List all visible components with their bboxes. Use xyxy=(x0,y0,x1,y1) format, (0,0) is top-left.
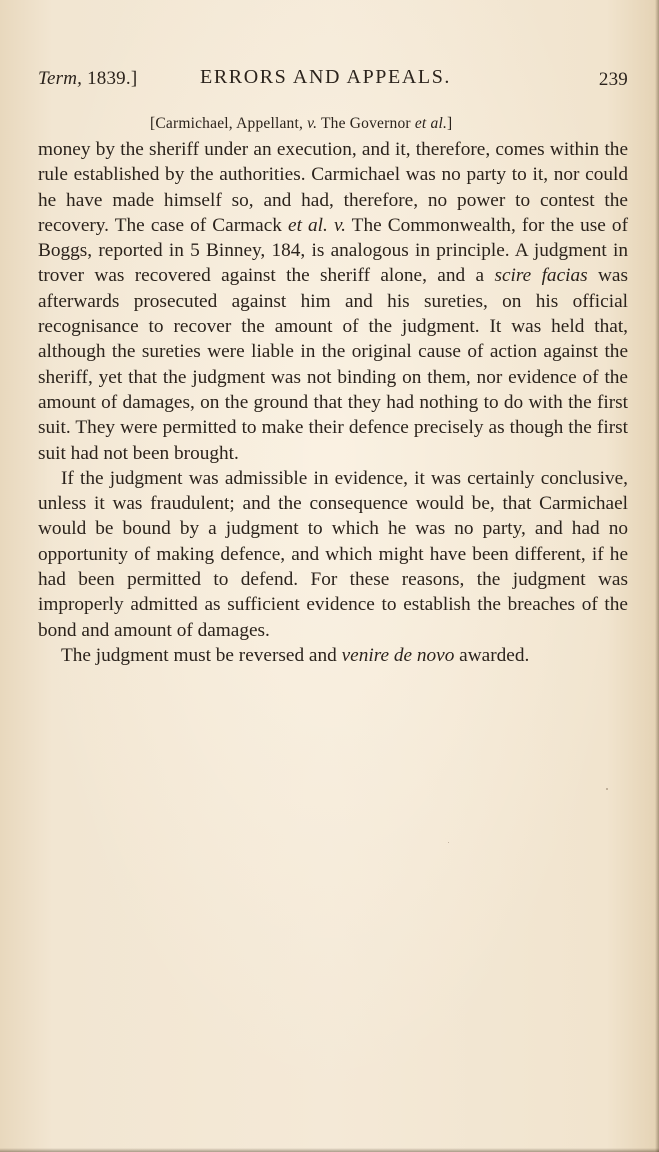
caption-et-al: et al. xyxy=(414,115,448,132)
caption-close: ] xyxy=(447,115,453,132)
paragraph-1 xyxy=(38,137,628,466)
page-edge-shadow-bottom xyxy=(0,1148,659,1152)
p1-italic-scire-facias: scire facias xyxy=(494,265,588,287)
caption-middle: The Governor xyxy=(317,115,415,132)
p1-italic-et-al: et al. v. xyxy=(288,214,346,236)
term-year: 1839.] xyxy=(82,68,138,89)
p3-text-a: The judgment must be reversed and xyxy=(61,644,342,666)
p3-text-b: awarded. xyxy=(454,644,530,666)
paper-speck xyxy=(606,788,608,790)
caption-open: [Carmichael, Appellant, xyxy=(150,115,308,132)
p1-text-a: money by the sheriff under an execution, and it, therefore, comes within the rule established by the authorities. Carmichael was no party to it, nor could he have made himself so, and had, therefore, no power to contest the recovery. The case of Carmack xyxy=(38,139,628,236)
case-caption xyxy=(150,115,452,133)
paragraph-3 xyxy=(38,643,628,668)
running-head-title: ERRORS AND APPEALS. xyxy=(200,66,452,88)
p3-italic-venire-de-novo: venire de novo xyxy=(341,644,455,666)
p1-text-c: was afterwards prosecuted against him and his sureties, on his official recognisance to recover the amount of the judgment. It was held that, although the sureties were liable in the original cause of action against the sheriff, yet that the judgment was not binding on them, nor evidence of the amount of damages, on the ground that they had nothing to do with the first suit. They were permitted to make their defence precisely as though the first suit had not been brought. xyxy=(38,265,628,464)
page-edge-shadow-right xyxy=(655,0,659,1152)
term-label: Term, xyxy=(38,68,83,89)
caption-v: v. xyxy=(307,115,318,132)
running-head-term xyxy=(38,68,137,90)
page-number: 239 xyxy=(598,69,628,90)
p1-text-b: The Commonwealth, for the use of Boggs, reported in 5 Binney, 184, is analogous in principle. A judgment in trover was recovered against the sheriff alone, and a xyxy=(38,214,628,287)
paper-speck xyxy=(448,842,449,843)
body-text xyxy=(38,137,628,668)
running-head xyxy=(38,66,628,96)
paragraph-2: If the judgment was admissible in evidence, it was certainly conclusive, unless it was fraudulent; and the consequence would be, that Carmichael would be bound by a judgment to which he was no party, and had no opportunity of making defence, and which might have been different, if he had been permitted to defend. For these reasons, the judgment was improperly admitted as sufficient evidence to establish the breaches of the bond and amount of damages. xyxy=(38,467,628,641)
